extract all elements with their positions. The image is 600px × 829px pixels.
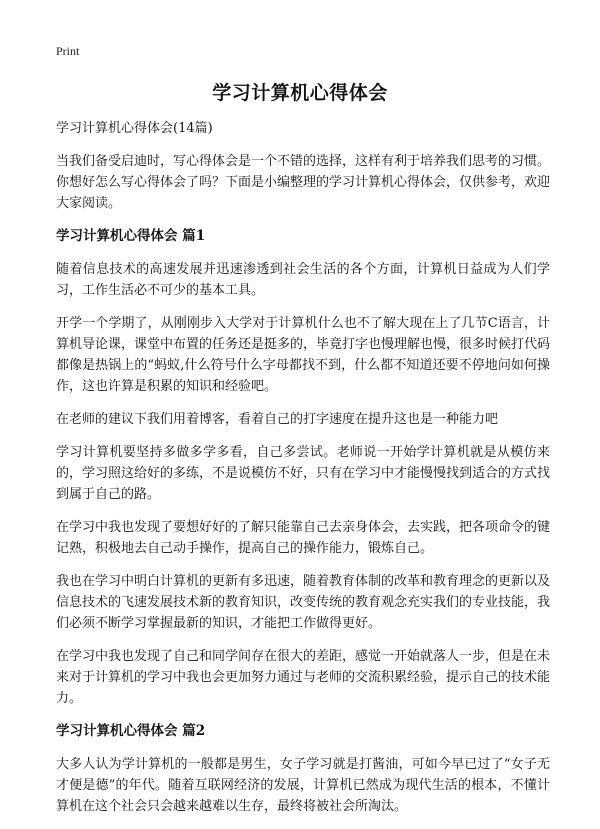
intro-paragraph: 当我们备受启迪时，写心得体会是一个不错的选择，这样有利于培养我们思考的习惯。你想好怎么写心得体会了吗？下面是小编整理的学习计算机心得体会，仅供参考，欢迎大家阅读。: [56, 154, 551, 211]
section1-paragraph-1: 随着信息技术的高速发展并迅速渗透到社会生活的各个方面，计算机日益成为人们学习，工作生活必不可少的基本工具。: [56, 262, 550, 298]
section1-paragraph-6: 我也在学习中明白计算机的更新有多迅速，随着教育体制的改革和教育理念的更新以及信息技术的飞速发展技术新的教育知识，改变传统的教育观念充实我们的专业技能，我们必须不断学习掌握最新的知识，才能把工作做得更好。: [56, 574, 551, 631]
section-heading-1: 学习计算机心得体会 篇1: [56, 228, 206, 244]
section1-paragraph-7: 在学习中我也发现了自己和同学间存在很大的差距，感觉一开始就落人一步，但是在未来对于计算机的学习中我也会更加努力通过与老师的交流积累经验，提示自己的技术能力。: [56, 649, 551, 706]
section1-paragraph-4: 学习计算机要坚持多做多学多看，自己多尝试。老师说一开始学计算机就是从模仿来的，学习照这给好的多练，不是说模仿不好，只有在学习中才能慢慢找到适合的方式找到属于自己的路。: [56, 445, 551, 502]
section-heading-2: 学习计算机心得体会 篇2: [56, 723, 206, 739]
print-link[interactable]: Print: [56, 44, 80, 58]
page-title: 学习计算机心得体会: [212, 82, 388, 104]
section1-paragraph-2: 开学一个学期了，从刚刚步入大学对于计算机什么也不了解大现在上了几节C语言，计算机导论课，课堂中布置的任务还是挺多的，毕竟打字也慢理解也慢，很多时候打代码都像是热锅上的“蚂蚁,什么符号什么字母都找不到，什么都不知道还要不停地问如何操作，这也许算是积累的知识和经验吧。: [56, 316, 551, 394]
section1-paragraph-3: 在老师的建议下我们用着博客，看着自己的打字速度在提升这也是一种能力吧: [56, 412, 499, 427]
section2-paragraph-1: 大多人认为学计算机的一般都是男生，女子学习就是打酱油，可如今早已过了“女子无才便是德”的年代。随着互联网经济的发展，计算机已然成为现代生活的根本，不懂计算机在这个社会只会越来越难以生存，最终将被社会所淘汰。: [56, 757, 550, 814]
section1-paragraph-5: 在学习中我也发现了要想好好的了解只能靠自己去亲身体会，去实践，把各项命令的键记熟，积极地去自己动手操作，提高自己的操作能力，锻炼自己。: [56, 520, 551, 556]
article-body: [56, 118, 550, 829]
document-subtitle: 学习计算机心得体会(14篇): [56, 121, 213, 136]
